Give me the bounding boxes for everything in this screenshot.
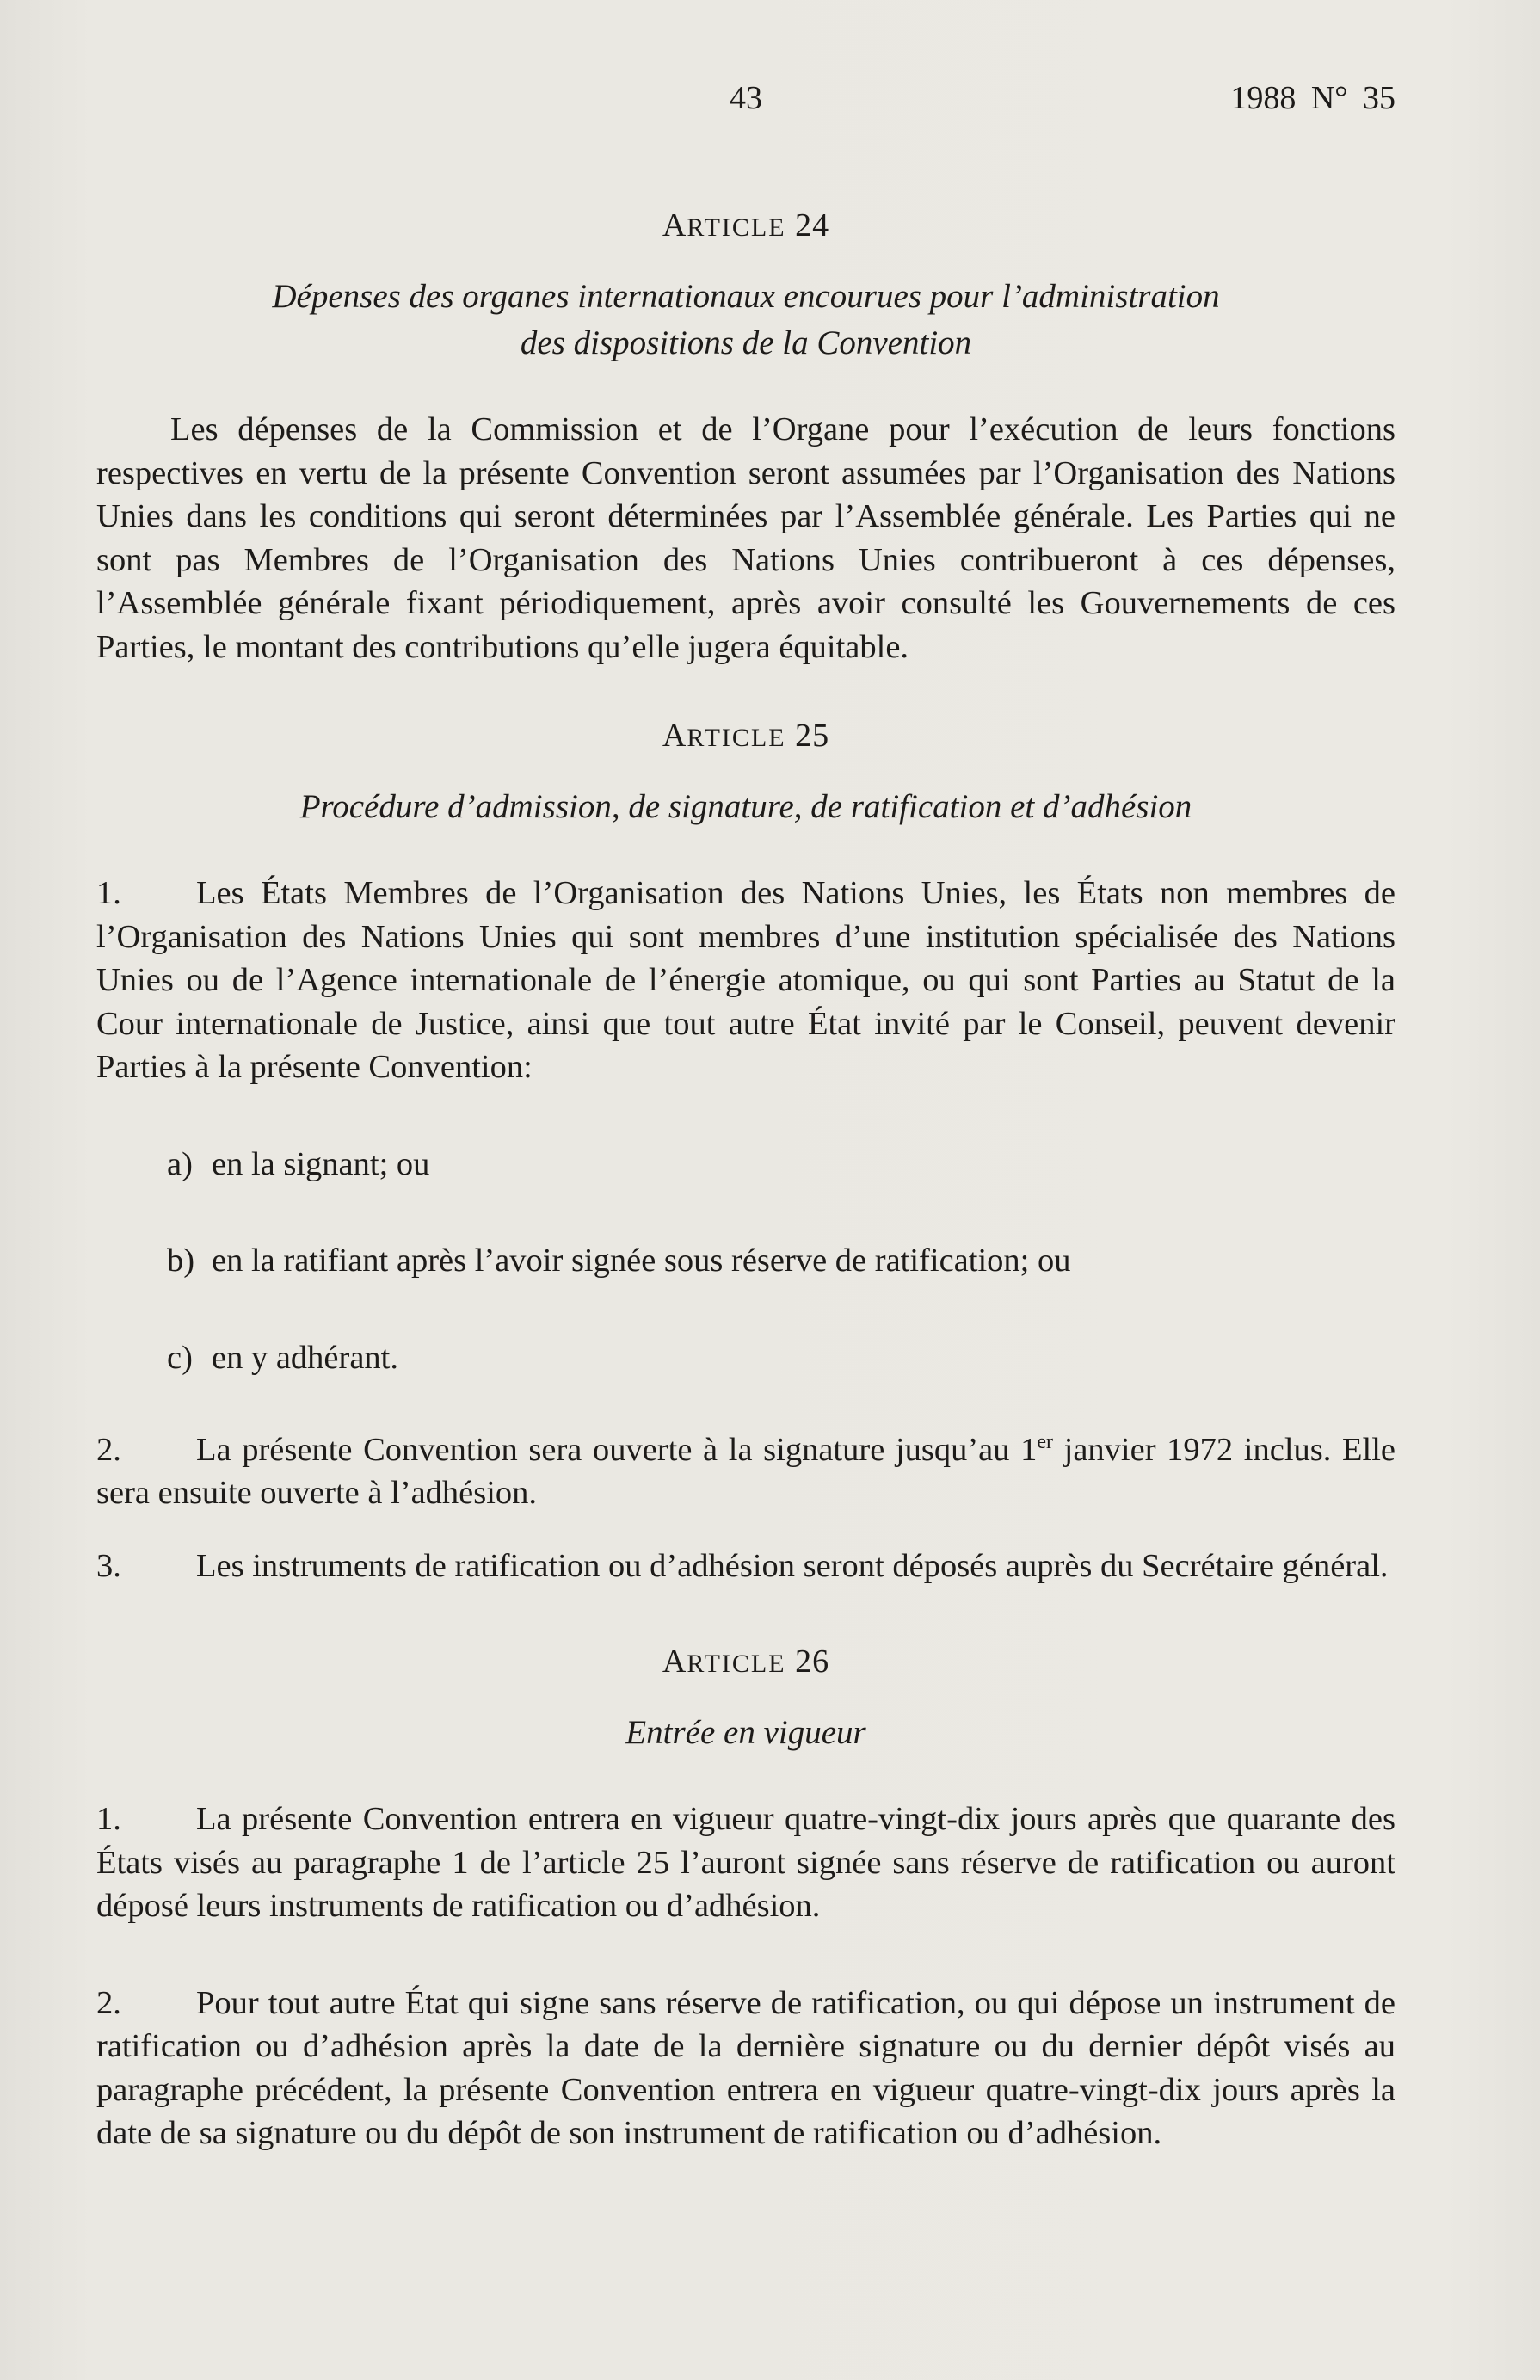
item-text: en y adhérant.	[212, 1339, 398, 1376]
paragraph-text: Pour tout autre État qui signe sans réserve de ratification, ou qui dépose un instrument de ratification ou d’adhésion après la date de la dernière signature ou du dernier dépôt visés au paragraphe précédent, la présente Convention entrera en vigueur quatre-vingt-dix jours après la date de sa signature ou du dépôt de son instrument de ratification ou d’adhésion.	[96, 1984, 1395, 2152]
article-25-paragraph-1	[96, 872, 1395, 1089]
paragraph-number: 1.	[96, 875, 121, 911]
paragraph-number: 3.	[96, 1547, 121, 1584]
paragraph-text-end: janvier 1972 inclus. Elle sera ensuite ouverte à l’adhésion.	[96, 1431, 1395, 1512]
issue-label: 1988 N° 35	[1230, 80, 1395, 116]
page-number: 43	[730, 80, 762, 116]
page-header	[96, 69, 1395, 138]
article-24-subtitle-line1: Dépenses des organes internationaux encourues pour l’administration	[272, 278, 1220, 315]
item-label: a)	[167, 1145, 193, 1182]
article-26-title: ARTICLE 26	[662, 1643, 830, 1680]
article-24-body: Les dépenses de la Commission et de l’Organe pour l’exécution de leurs fonctions respectives en vertu de la présente Convention seront assumées par l’Organisation des Nations Unies dans les conditions qui seront déterminées par l’Assemblée générale. Les Parties qui ne sont pas Membres de l’Organisation des Nations Unies contribueront à ces dépenses, l’Assemblée générale fixant périodiquement, après avoir consulté les Gouvernements de ces Parties, le montant des contributions qu’elle jugera équitable.	[96, 411, 1395, 665]
article-24-title: ARTICLE 24	[662, 207, 830, 244]
article-26-paragraph-1	[96, 1797, 1395, 1928]
article-25-paragraph-3	[96, 1545, 1395, 1588]
article-24-subtitle-line2: des dispositions de la Convention	[520, 324, 972, 361]
item-text: en la signant; ou	[212, 1145, 430, 1182]
article-26-paragraph-2	[96, 1982, 1395, 2155]
paragraph-text: La présente Convention entrera en vigueur quatre-vingt-dix jours après que quarante des États visés au paragraphe 1 de l’article 25 l’auront signée sans réserve de ratification ou auront déposé leurs instruments de ratification ou d’adhésion.	[96, 1801, 1395, 1925]
item-label: c)	[167, 1339, 193, 1376]
item-label: b)	[167, 1242, 195, 1279]
article-25-paragraph-2	[96, 1421, 1395, 1515]
article-25-subtitle: Procédure d’admission, de signature, de ratification et d’adhésion	[299, 788, 1192, 825]
article-25-title: ARTICLE 25	[662, 718, 830, 754]
list-item	[167, 1239, 1395, 1283]
article-26-subtitle: Entrée en vigueur	[625, 1714, 866, 1752]
superscript: er	[1037, 1431, 1054, 1453]
paragraph-number: 1.	[96, 1801, 121, 1838]
page-content	[96, 69, 1395, 2155]
list-item	[167, 1336, 1395, 1380]
list-item	[167, 1143, 1395, 1187]
paragraph-text: Les instruments de ratification ou d’adhésion seront déposés auprès du Secrétaire général.	[196, 1547, 1389, 1584]
article-24-subtitle	[96, 274, 1395, 367]
paragraph-text: Les États Membres de l’Organisation des Nations Unies, les États non membres de l’Organisation des Nations Unies qui sont membres d’une institution spécialisée des Nations Unies ou de l’Agence internationale de l’énergie atomique, ou qui sont Parties au Statut de la Cour internationale de Justice, ainsi que tout autre État invité par le Conseil, peuvent devenir Parties à la présente Convention:	[96, 875, 1395, 1085]
paragraph-number: 2.	[96, 1431, 121, 1468]
item-text: en la ratifiant après l’avoir signée sous réserve de ratification; ou	[212, 1242, 1071, 1279]
paragraph-text-start: La présente Convention sera ouverte à la signature jusqu’au 1	[196, 1431, 1038, 1468]
paragraph-number: 2.	[96, 1984, 121, 2021]
